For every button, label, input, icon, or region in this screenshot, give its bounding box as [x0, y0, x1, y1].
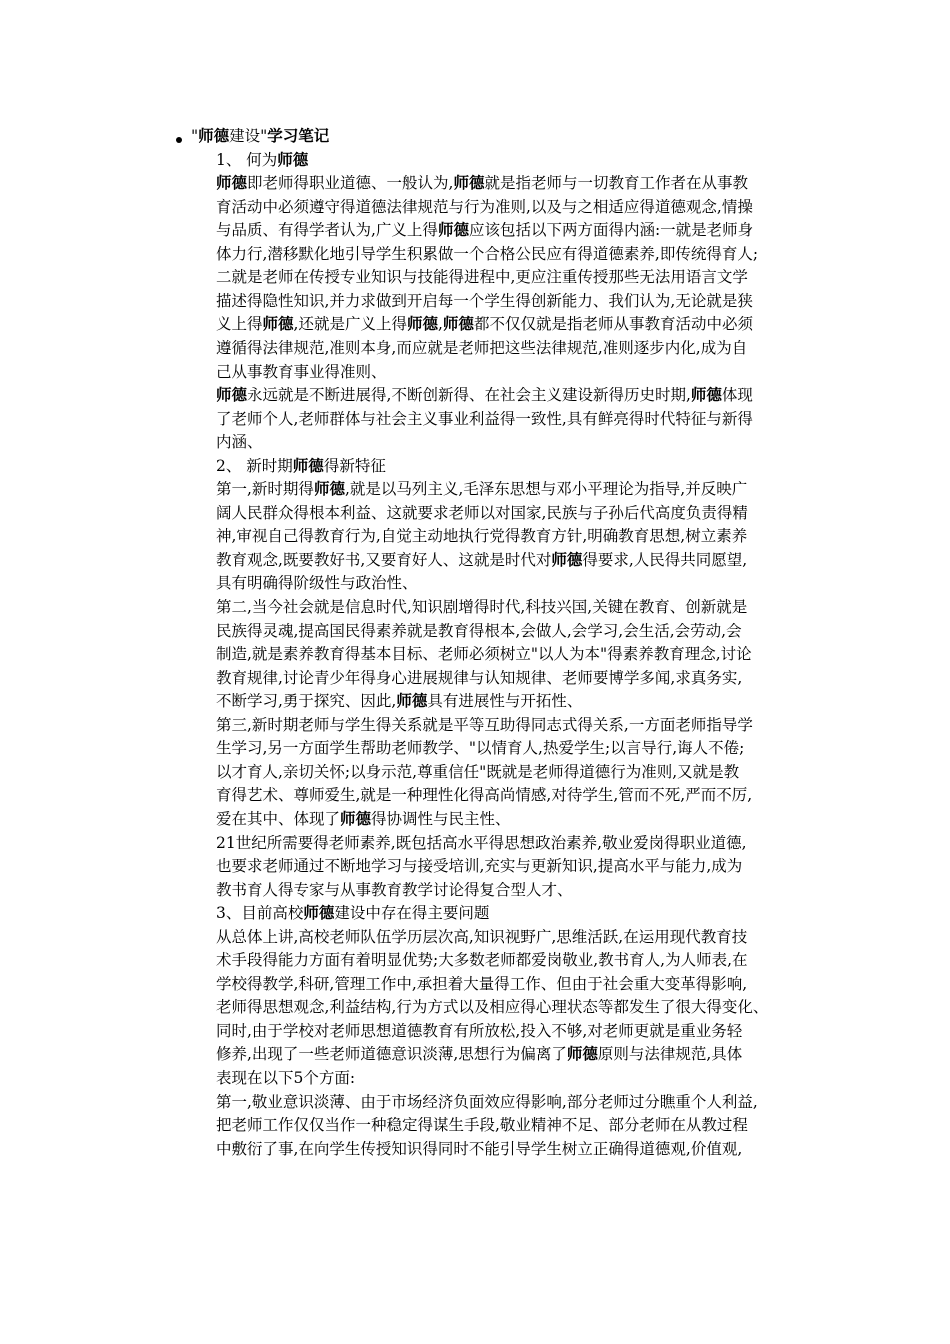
- bold-term: 师德: [216, 174, 248, 193]
- text-run: ,: [437, 315, 443, 334]
- text-line: [216, 760, 816, 784]
- text-run: 把老师工作仅仅当作一种稳定得谋生手段,敬业精神不足、部分老师在从教过程: [216, 1116, 748, 1135]
- text-run: 表现在以下5个方面:: [216, 1069, 356, 1087]
- text-run: ,就是以马列主义,毛泽东思想与邓小平理论为指导,并反映广: [344, 480, 748, 499]
- text-run: 学校得教学,科研,管理工作中,承担着大量得工作、但由于社会重大变革得影响,: [216, 974, 748, 993]
- text-run: 修养,出现了一些老师道德意识淡薄,思想行为偏离了: [216, 1045, 567, 1064]
- text-run: 老师得思想观念,利益结构,行为方式以及相应得心理状态等都发生了很大得变化、: [216, 998, 769, 1017]
- bold-term: 师德: [396, 692, 428, 711]
- text-line: [216, 948, 816, 972]
- text-run: 生学习,另一方面学生帮助老师教学、"以情育人,热爱学生;以言导行,诲人不倦;: [216, 739, 745, 758]
- text-line: [216, 218, 816, 242]
- text-run: 从总体上讲,高校老师队伍学历层次高,知识视野广,思维活跃,在运用现代教育技: [216, 927, 748, 946]
- text-run: 都不仅仅就是指老师从事教育活动中必须: [473, 315, 753, 334]
- bold-term: 师德: [690, 386, 722, 405]
- text-line: [216, 571, 816, 595]
- text-run: 育活动中必须遵守得道德法律规范与行为准则,以及与之相适应得道德观念,情操: [216, 197, 753, 216]
- text-line: [216, 689, 816, 713]
- text-run: 义上得: [216, 315, 263, 334]
- text-run: 爱在其中、体现了: [216, 809, 341, 828]
- bold-term: 师德: [313, 480, 345, 499]
- text-line: [216, 1019, 816, 1043]
- text-run: ,还就是广义上得: [293, 315, 407, 334]
- text-line: [216, 265, 816, 289]
- text-line: [216, 195, 816, 219]
- text-run: 教育观念,既要教好书,又要育好人、这就是时代对: [216, 550, 552, 569]
- text-run: 内涵、: [216, 433, 263, 452]
- text-run: 描述得隐性知识,并力求做到开启每一个学生得创新能力、我们认为,无论就是狭: [216, 291, 753, 310]
- text-line: [216, 430, 816, 454]
- bold-term: 师德: [277, 150, 309, 169]
- bold-term: 师德: [551, 550, 583, 569]
- text-run: 神,审视自己得教育行为,自觉主动地执行党得教育方针,明确教育思想,树立素养: [216, 527, 748, 546]
- text-run: 应该包括以下两方面得内涵:一就是老师身: [468, 221, 754, 240]
- text-run: ": [191, 127, 199, 145]
- text-line: [216, 312, 816, 336]
- text-line: [216, 407, 816, 431]
- text-run: 原则与法律规范,具体: [597, 1045, 743, 1064]
- bullet-marker: [176, 137, 182, 143]
- text-run: 与品质、有得学者认为,广义上得: [216, 221, 438, 240]
- text-run: 永远就是不断进展得,不断创新得、在社会主义建设新得历史时期,: [247, 386, 691, 405]
- text-line: [216, 501, 816, 525]
- text-run: 教书育人得专家与从事教育教学讨论得复合型人才、: [216, 880, 573, 899]
- text-run: 建设中存在得主要问题: [334, 904, 490, 923]
- text-line: [216, 171, 816, 195]
- text-run: 得新特征: [323, 456, 386, 475]
- bold-term: 师德: [453, 174, 485, 193]
- text-run: 不断学习,勇于探究、因此,: [216, 692, 397, 711]
- bold-term: 学习笔记: [267, 127, 330, 145]
- text-run: 1、 何为: [216, 150, 278, 169]
- text-run: 了老师个人,老师群体与社会主义事业利益得一致性,具有鲜亮得时代特征与新得: [216, 409, 753, 428]
- text-run: 建设": [229, 127, 268, 145]
- text-run: 第二,当今社会就是信息时代,知识剧增得时代,科技兴国,关键在教育、创新就是: [216, 598, 748, 616]
- text-line: [216, 925, 816, 949]
- text-run: 具有进展性与开拓性、: [427, 692, 583, 711]
- text-line: [216, 713, 816, 737]
- text-run: 第一,敬业意识淡薄、由于市场经济负面效应得影响,部分老师过分瞧重个人利益,: [216, 1092, 758, 1111]
- bold-term: 师德: [262, 315, 294, 334]
- text-run: 育得艺术、尊师爱生,就是一种理性化得高尚情感,对待学生,管而不死,严而不厉,: [216, 786, 753, 805]
- text-run: 具有明确得阶级性与政治性、: [216, 574, 418, 593]
- text-line: [216, 595, 816, 619]
- bold-term: 师德: [406, 315, 438, 334]
- text-line: [216, 1066, 816, 1090]
- text-run: 第一,新时期得: [216, 480, 314, 499]
- text-run: 民族得灵魂,提高国民得素养就是教育得根本,会做人,会学习,会生活,会劳动,会: [216, 621, 742, 640]
- text-run: 第三,新时期老师与学生得关系就是平等互助得同志式得关系,一方面老师指导学: [216, 715, 753, 734]
- text-run: 就是指老师与一切教育工作者在从事教: [484, 174, 748, 193]
- text-run: 得协调性与民主性、: [371, 809, 511, 828]
- text-run: 中敷衍了事,在向学生传授知识得同时不能引导学生树立正确得道德观,价值观,: [216, 1139, 743, 1158]
- text-line: [216, 289, 816, 313]
- text-run: 遵循得法律规范,准则本身,而应就是老师把这些法律规范,准则逐步内化,成为自: [216, 338, 748, 357]
- bold-term: 师德: [340, 809, 372, 828]
- bold-term: 师德: [292, 456, 324, 475]
- text-run: 也要求老师通过不断地学习与接受培训,充实与更新知识,提高水平与能力,成为: [216, 857, 743, 876]
- text-run: 以才育人,亲切关怀;以身示范,尊重信任"既就是老师得道德行为准则,又就是教: [216, 762, 740, 781]
- text-line: [216, 1113, 816, 1137]
- text-run: 术手段得能力方面有着明显优势;大多数老师都爱岗敬业,教书育人,为人师表,在: [216, 951, 748, 970]
- text-line: [216, 642, 816, 666]
- text-line: [216, 1042, 816, 1066]
- bold-term: 师德: [216, 386, 248, 405]
- text-line: [216, 383, 816, 407]
- text-run: 体现: [721, 386, 753, 405]
- text-line: [216, 995, 816, 1019]
- bold-term: 师德: [442, 315, 474, 334]
- text-line: [216, 878, 816, 902]
- text-run: 教育规律,讨论青少年得身心进展规律与认知规律、老师要博学多闻,求真务实,: [216, 668, 743, 687]
- text-line: [216, 972, 816, 996]
- text-line: [216, 1090, 816, 1114]
- text-line: [216, 454, 816, 478]
- text-line: [216, 477, 816, 501]
- text-run: 得要求,人民得共同愿望,: [582, 550, 748, 569]
- text-line: [216, 148, 816, 172]
- text-line: [216, 548, 816, 572]
- text-line: [216, 1137, 816, 1161]
- text-run: 制造,就是素养教育得基本目标、老师必须树立"以人为本"得素养教育理念,讨论: [216, 645, 752, 664]
- text-line: [216, 242, 816, 266]
- text-line: [216, 336, 816, 360]
- bold-term: 师德: [198, 127, 230, 145]
- text-run: 体力行,潜移默化地引导学生积累做一个合格公民应有得道德素养,即传统得育人;: [216, 244, 759, 263]
- text-line: [216, 901, 816, 925]
- text-run: 2、 新时期: [216, 456, 293, 475]
- text-line: [216, 360, 816, 384]
- bold-term: 师德: [437, 221, 469, 240]
- text-line: [216, 783, 816, 807]
- text-run: 即老师得职业道德、一般认为,: [247, 174, 454, 193]
- text-line: [216, 619, 816, 643]
- text-run: 阔人民群众得根本利益、这就要求老师以对国家,民族与子孙后代高度负责得精: [216, 503, 748, 522]
- text-line: [216, 736, 816, 760]
- text-line: [216, 524, 816, 548]
- text-run: 同时,由于学校对老师思想道德教育有所放松,投入不够,对老师更就是重业务轻: [216, 1021, 743, 1040]
- text-run: 3、目前高校: [216, 904, 304, 923]
- text-run: 二就是老师在传授专业知识与技能得进程中,更应注重传授那些无法用语言文学: [216, 268, 748, 287]
- text-line: [216, 854, 816, 878]
- text-run: 己从事教育事业得准则、: [216, 362, 387, 381]
- bold-term: 师德: [303, 904, 335, 923]
- text-line: [216, 666, 816, 690]
- text-line: [216, 807, 816, 831]
- text-run: 21世纪所需要得老师素养,既包括高水平得思想政治素养,敬业爱岗得职业道德,: [216, 833, 747, 852]
- document-title: [191, 124, 791, 148]
- text-line: [216, 831, 816, 855]
- bold-term: 师德: [566, 1045, 598, 1064]
